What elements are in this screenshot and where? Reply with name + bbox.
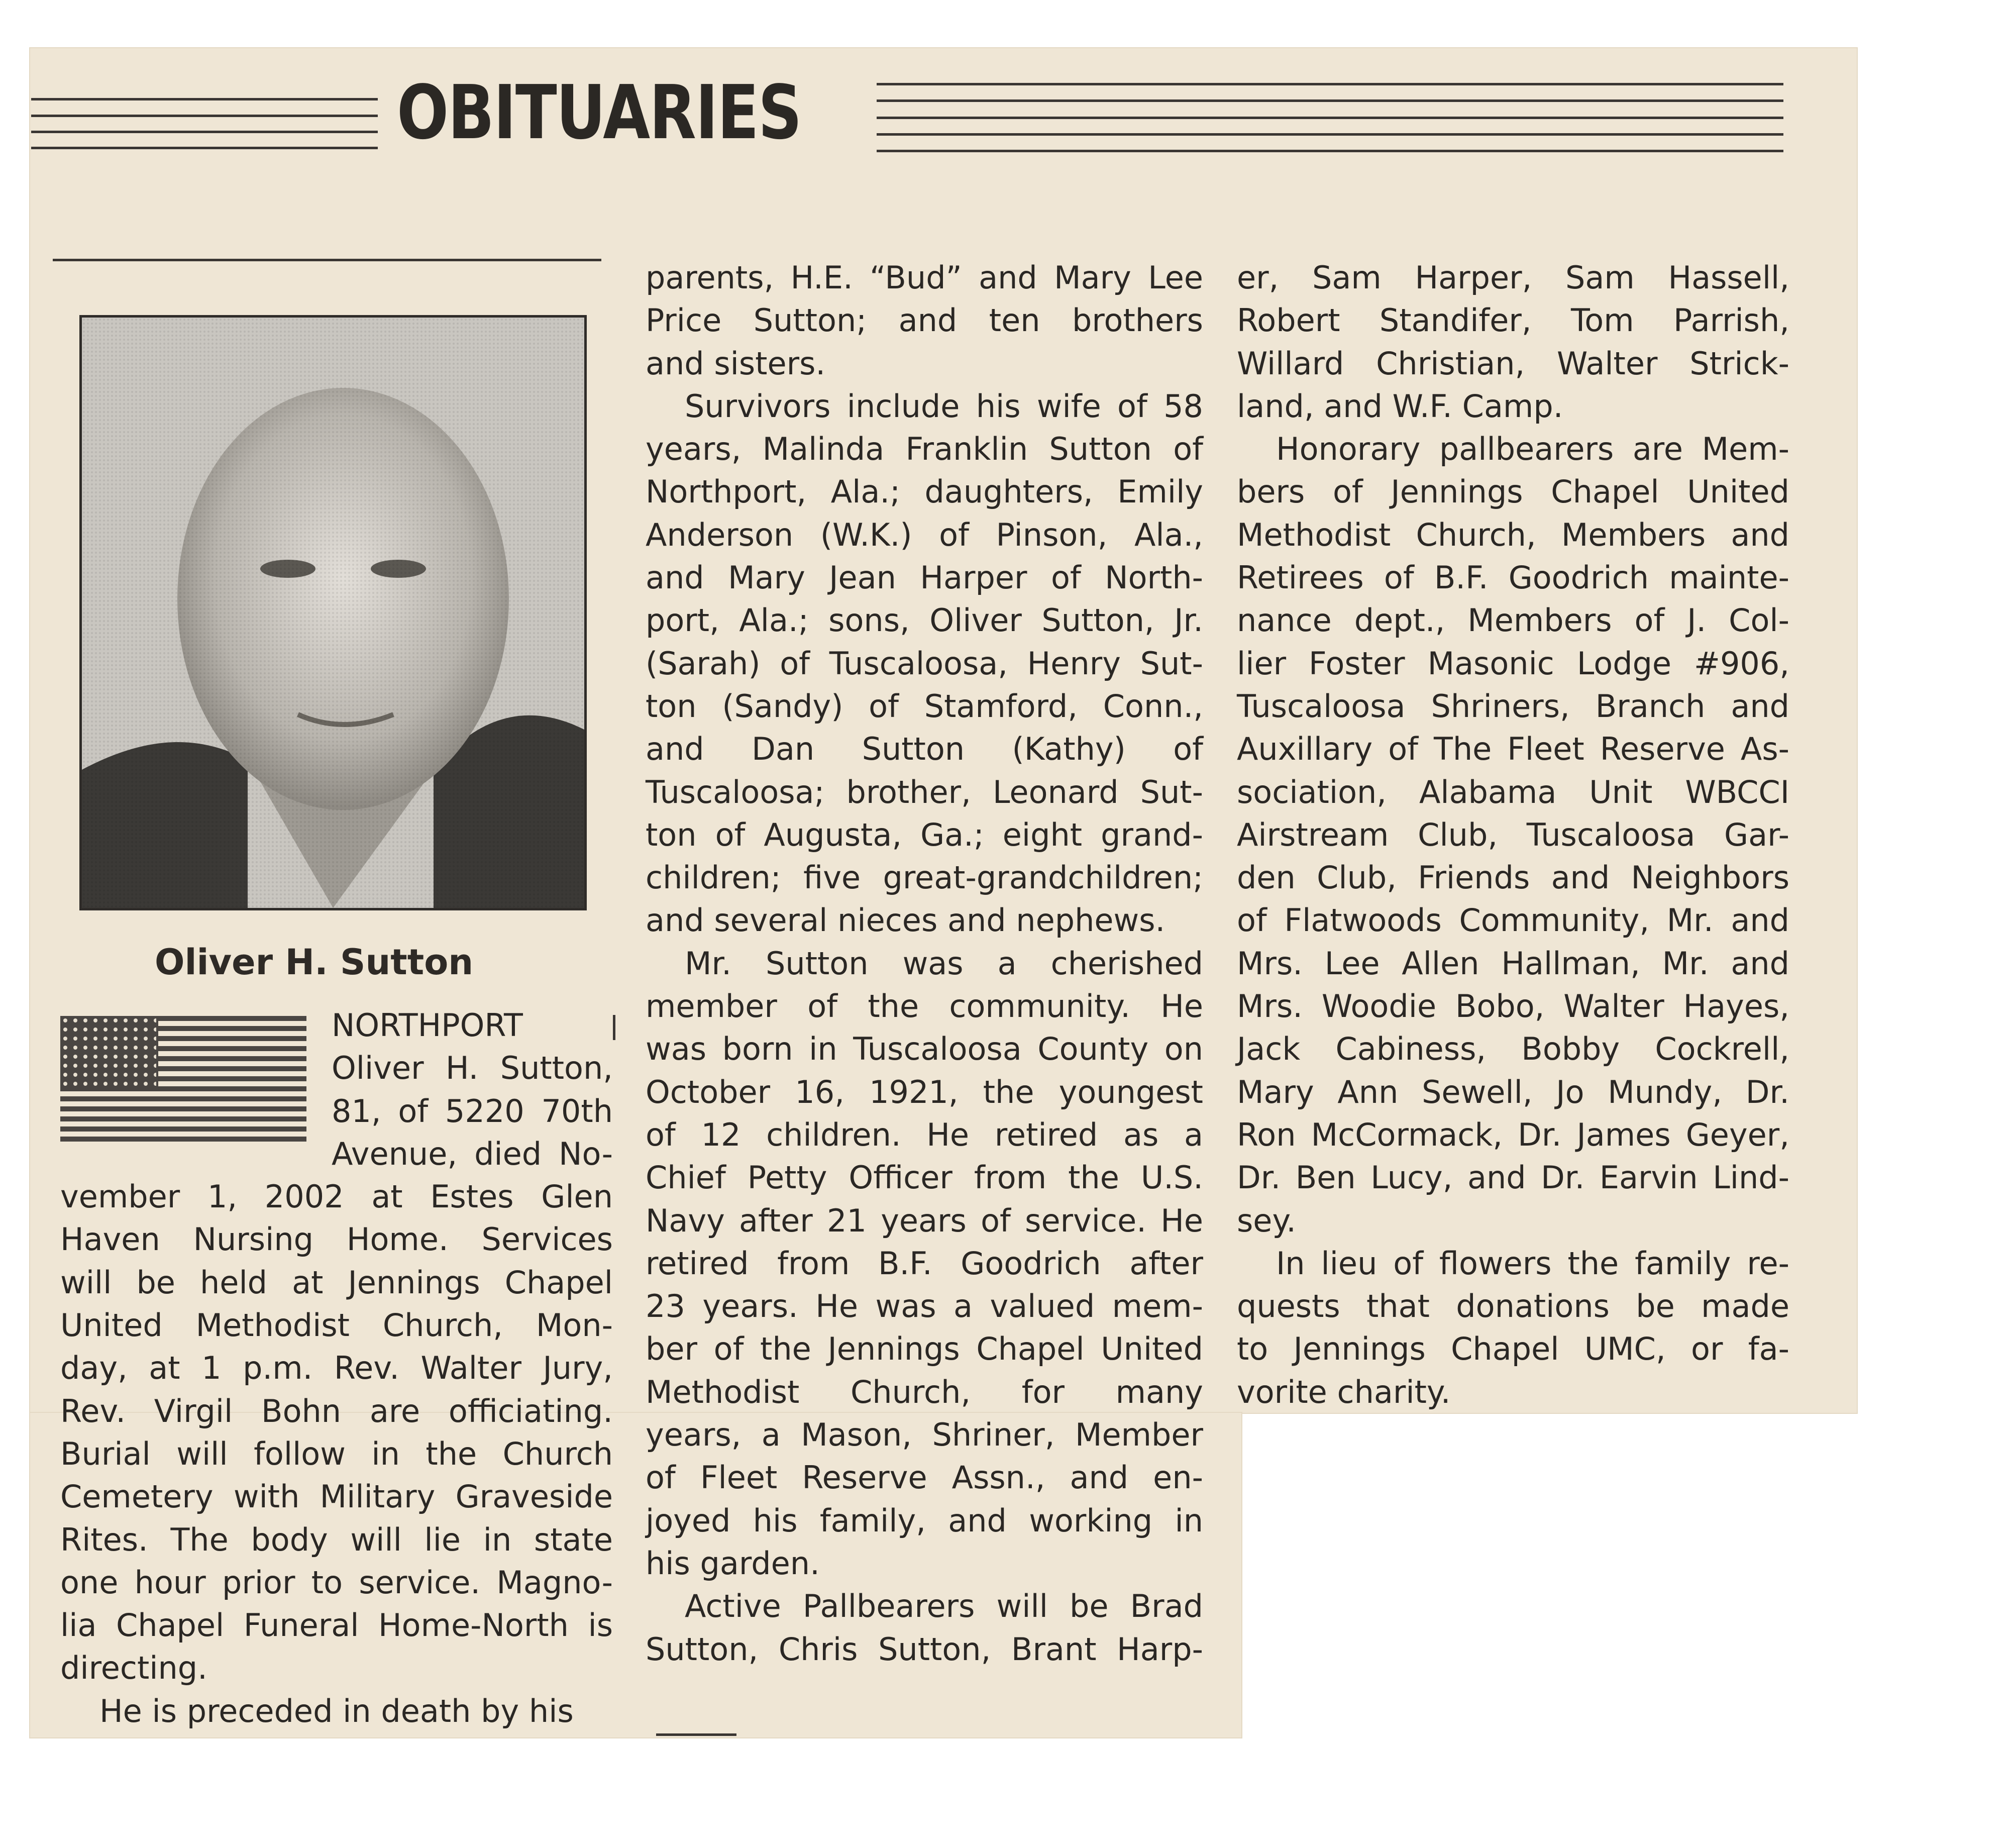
text-line: years, a Mason, Shriner, Member — [646, 1416, 1203, 1454]
dateline: NORTHPORT — [332, 1007, 523, 1044]
text-line: one hour prior to service. Magno- — [60, 1564, 613, 1601]
text-line: 81, of 5220 70th — [332, 1092, 613, 1130]
text-line: Mrs. Woodie Bobo, Walter Hayes, — [1237, 988, 1789, 1025]
text-line: er, Sam Harper, Sam Hassell, — [1237, 259, 1789, 296]
text-line: and Mary Jean Harper of North- — [646, 559, 1203, 596]
text-line: Ron McCormack, Dr. James Geyer, — [1237, 1116, 1789, 1153]
text-line: Mrs. Lee Allen Hallman, Mr. and — [1237, 945, 1789, 982]
text-line: Willard Christian, Walter Strick- — [1237, 345, 1789, 382]
text-line: ber of the Jennings Chapel United — [646, 1330, 1203, 1368]
column-1 — [60, 1004, 613, 1732]
text-line: Price Sutton; and ten brothers — [646, 302, 1203, 339]
text-line: ton of Augusta, Ga.; eight grand- — [646, 816, 1203, 853]
text-line: directing. — [60, 1650, 207, 1687]
text-line: Retirees of B.F. Goodrich mainte- — [1237, 559, 1789, 596]
text-line: his garden. — [646, 1545, 820, 1582]
text-line: was born in Tuscaloosa County on — [646, 1031, 1203, 1068]
text-line: of Flatwoods Community, Mr. and — [1237, 902, 1789, 939]
text-line: lier Foster Masonic Lodge #906, — [1237, 645, 1789, 682]
text-line: of 12 children. He retired as a — [646, 1116, 1203, 1153]
text-line: lia Chapel Funeral Home-North is — [60, 1607, 613, 1644]
text-line: Rev. Virgil Bohn are officiating. — [60, 1392, 613, 1429]
column-rule — [53, 259, 601, 261]
text-line: (Sarah) of Tuscaloosa, Henry Sut- — [646, 645, 1203, 682]
text-line: den Club, Friends and Neighbors — [1237, 859, 1789, 896]
text-line: nance dept., Members of J. Col- — [1237, 602, 1789, 639]
text-line: In lieu of flowers the family re- — [1276, 1245, 1789, 1282]
text-line: ton (Sandy) of Stamford, Conn., — [646, 687, 1203, 725]
text-line: United Methodist Church, Mon- — [60, 1307, 613, 1344]
text-line: Cemetery with Military Graveside — [60, 1478, 613, 1515]
text-line: Robert Standifer, Tom Parrish, — [1237, 302, 1789, 339]
text-line: parents, H.E. “Bud” and Mary Lee — [646, 259, 1203, 296]
text-line: Rites. The body will lie in state — [60, 1521, 613, 1558]
section-title: OBITUARIES — [397, 69, 801, 156]
bleed-mark — [656, 1733, 736, 1736]
text-line: Survivors include his wife of 58 — [685, 387, 1203, 425]
text-line: Oliver H. Sutton, — [332, 1050, 613, 1087]
text-line: and sisters. — [646, 345, 826, 382]
text-line: Tuscaloosa; brother, Leonard Sut- — [646, 773, 1203, 810]
text-line: Navy after 21 years of service. He — [646, 1202, 1203, 1239]
text-line: Auxillary of The Fleet Reserve As- — [1237, 731, 1789, 768]
text-line: Airstream Club, Tuscaloosa Gar- — [1237, 816, 1789, 853]
text-line: of Fleet Reserve Assn., and en- — [646, 1459, 1203, 1496]
text-line: port, Ala.; sons, Oliver Sutton, Jr. — [646, 602, 1203, 639]
column-2 — [646, 256, 1203, 1671]
text-line: Anderson (W.K.) of Pinson, Ala., — [646, 516, 1203, 553]
text-line: member of the community. He — [646, 988, 1203, 1025]
text-line: Active Pallbearers will be Brad — [685, 1588, 1203, 1625]
text-line: sociation, Alabama Unit WBCCI — [1237, 773, 1789, 810]
text-line: sey. — [1237, 1202, 1297, 1239]
text-line: quests that donations be made — [1237, 1288, 1789, 1325]
text-line: He is preceded in death by his — [99, 1692, 574, 1729]
text-line: children; five great-grandchildren; — [646, 859, 1203, 896]
text-line: years, Malinda Franklin Sutton of — [646, 431, 1203, 468]
deceased-name: Oliver H. Sutton — [155, 942, 474, 983]
text-line: Tuscaloosa Shriners, Branch and — [1237, 687, 1789, 725]
text-line: Haven Nursing Home. Services — [60, 1221, 613, 1258]
text-line: and Dan Sutton (Kathy) of — [646, 731, 1203, 768]
text-line: Dr. Ben Lucy, and Dr. Earvin Lind- — [1237, 1159, 1789, 1196]
text-line: land, and W.F. Camp. — [1237, 387, 1563, 425]
bleed-mark — [613, 1015, 615, 1040]
text-line: October 16, 1921, the youngest — [646, 1073, 1203, 1110]
text-line: Mary Ann Sewell, Jo Mundy, Dr. — [1237, 1073, 1789, 1110]
text-line: Sutton, Chris Sutton, Brant Harp- — [646, 1630, 1203, 1668]
text-line: Methodist Church, for many — [646, 1373, 1203, 1410]
text-line: Honorary pallbearers are Mem- — [1276, 431, 1789, 468]
portrait-photo — [79, 315, 587, 910]
text-line: will be held at Jennings Chapel — [60, 1264, 613, 1301]
column-3 — [1237, 256, 1789, 1413]
text-line: and several nieces and nephews. — [646, 902, 1165, 939]
text-line: Methodist Church, Members and — [1237, 516, 1789, 553]
text-line: Avenue, died No- — [332, 1135, 613, 1172]
text-line: bers of Jennings Chapel United — [1237, 473, 1789, 510]
text-line: to Jennings Chapel UMC, or fa- — [1237, 1330, 1789, 1368]
text-line: Jack Cabiness, Bobby Cockrell, — [1237, 1031, 1789, 1068]
text-line: Chief Petty Officer from the U.S. — [646, 1159, 1203, 1196]
text-line: vorite charity. — [1237, 1373, 1451, 1410]
text-line: Mr. Sutton was a cherished — [685, 945, 1203, 982]
text-line: joyed his family, and working in — [646, 1502, 1203, 1539]
text-line: Northport, Ala.; daughters, Emily — [646, 473, 1203, 510]
text-line: day, at 1 p.m. Rev. Walter Jury, — [60, 1350, 613, 1387]
text-line: vember 1, 2002 at Estes Glen — [60, 1178, 613, 1215]
text-line: Burial will follow in the Church — [60, 1435, 613, 1472]
text-line: retired from B.F. Goodrich after — [646, 1245, 1203, 1282]
text-line: 23 years. He was a valued mem- — [646, 1288, 1203, 1325]
